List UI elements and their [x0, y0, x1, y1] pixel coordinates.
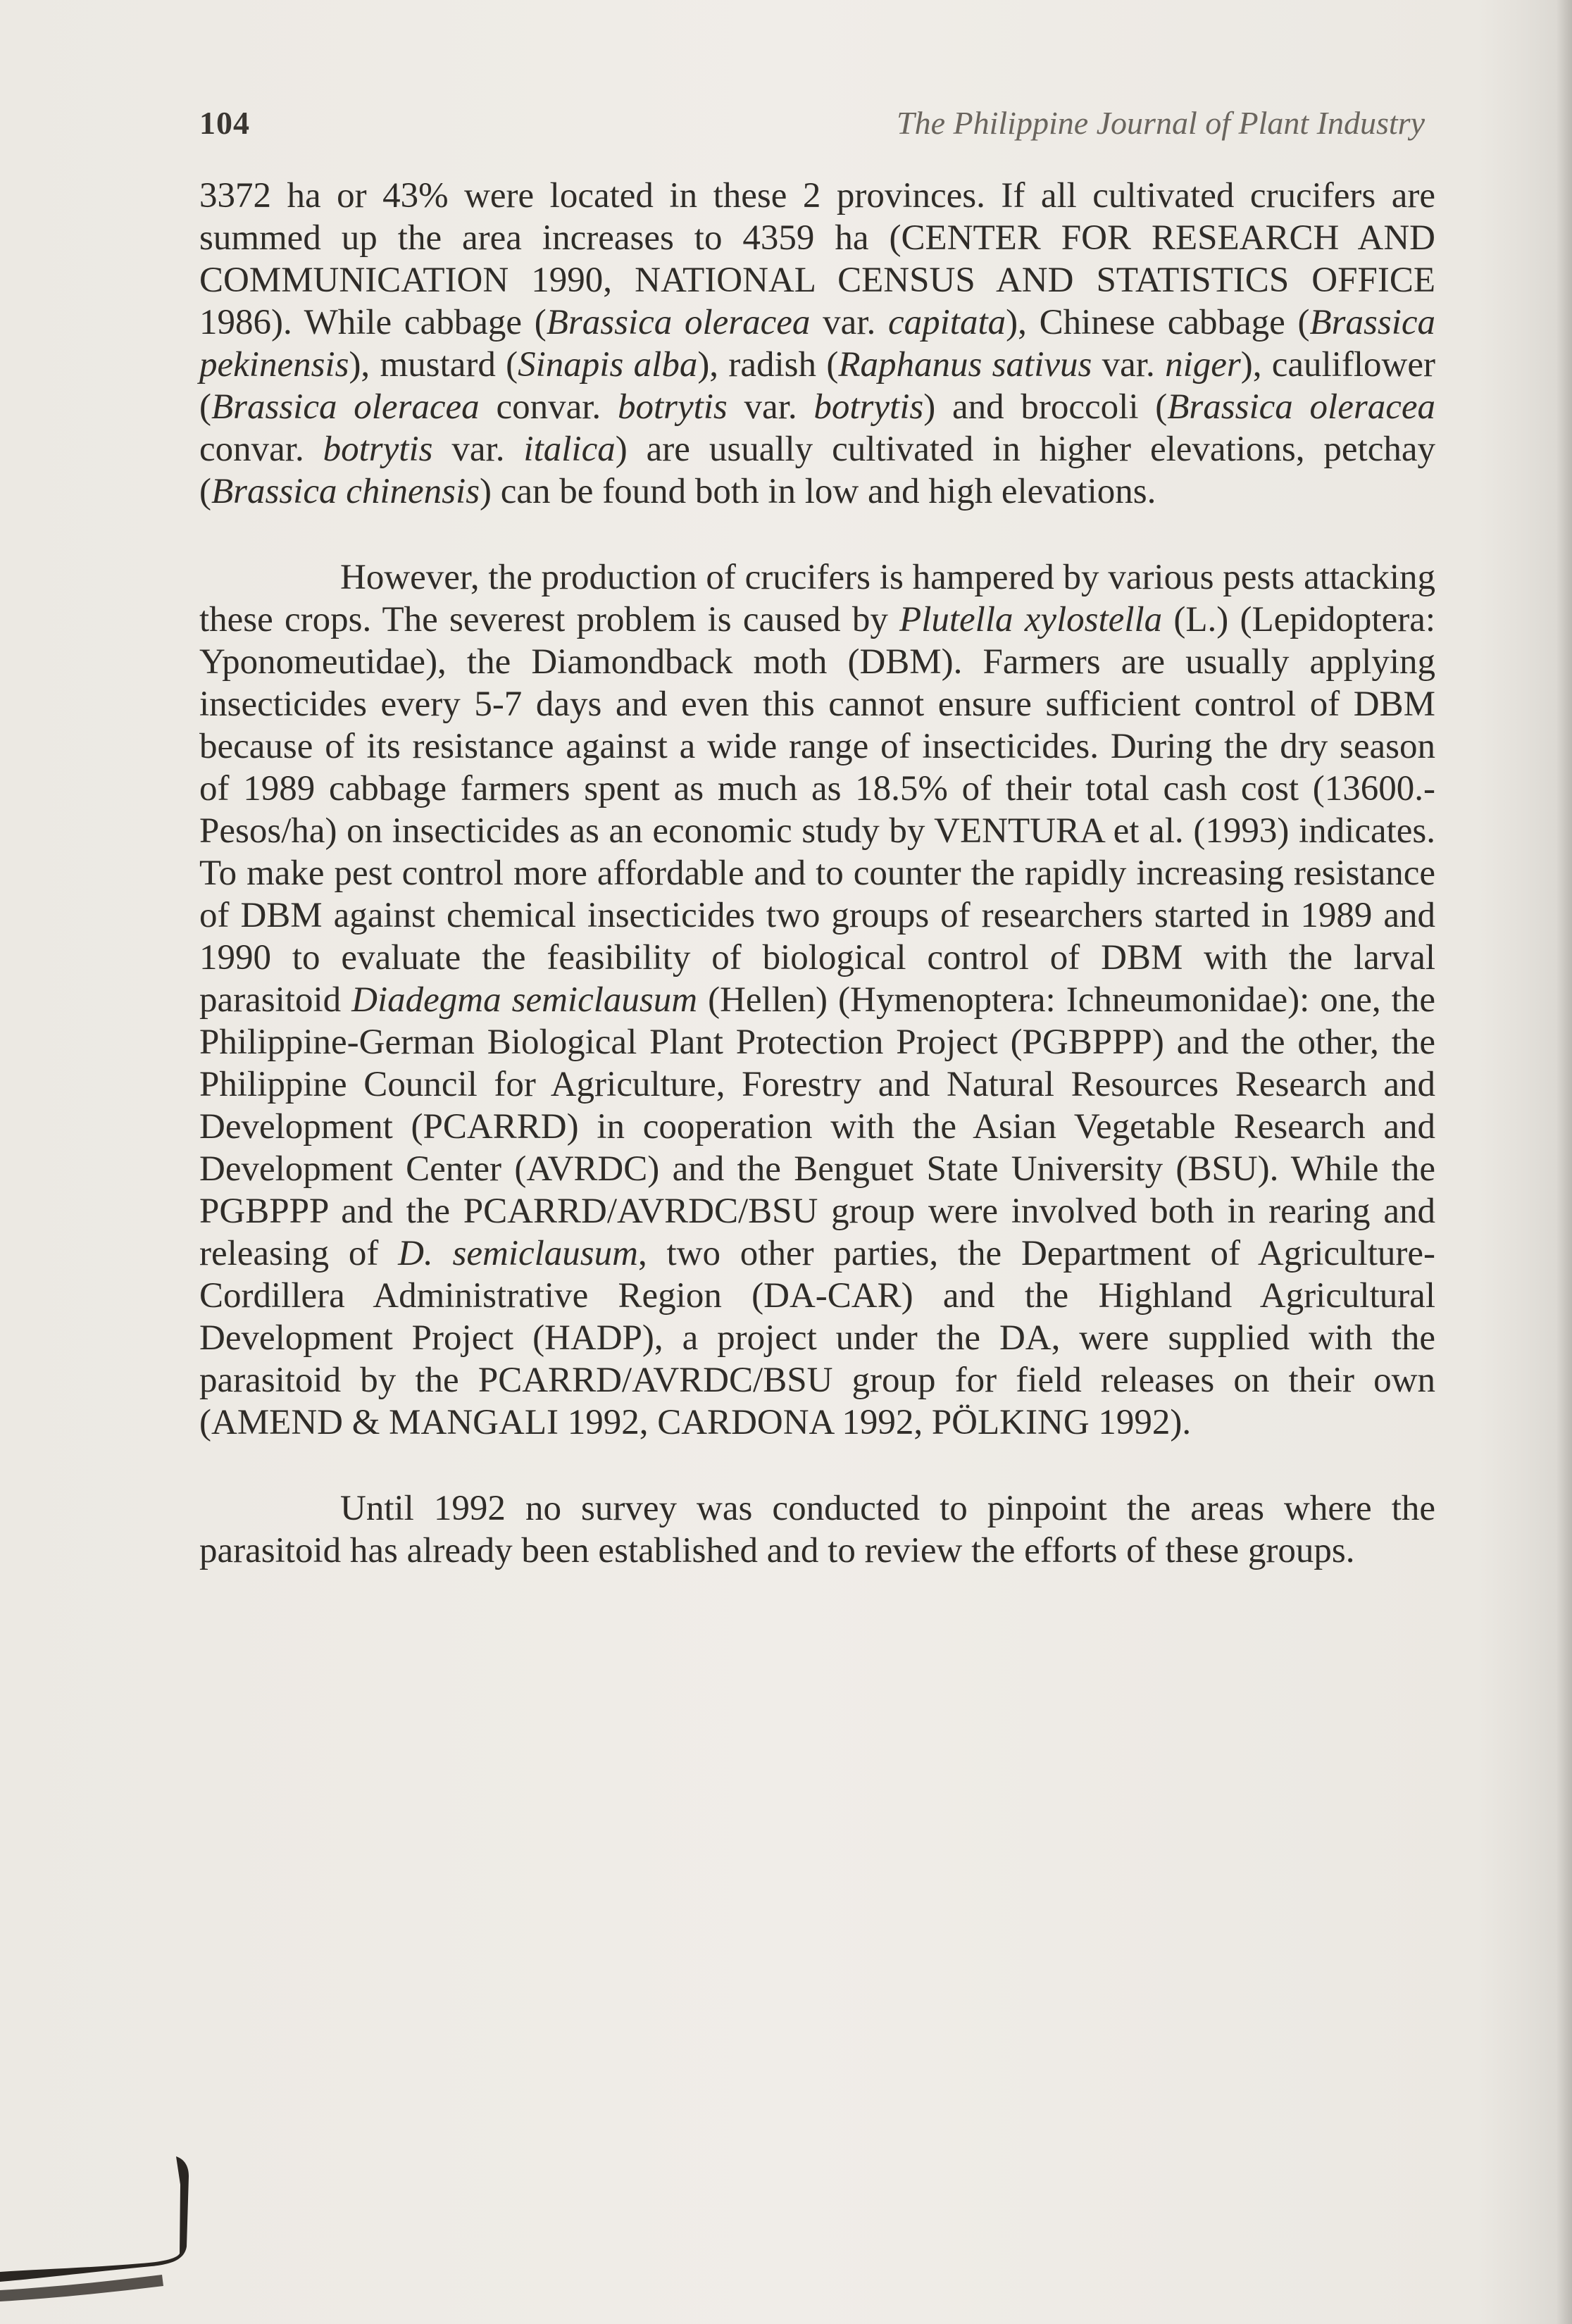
- text-run: ), Chinese cabbage (: [1006, 303, 1310, 342]
- species-name: Plutella xylostella: [899, 600, 1163, 639]
- paragraph-survey: [199, 1487, 1435, 1572]
- text-run: convar.: [199, 430, 323, 469]
- paragraph-crucifer-areas: [199, 175, 1435, 513]
- text-run: var.: [1092, 345, 1166, 385]
- species-name: Brassica chinensis: [211, 472, 480, 511]
- text-run: 3372 ha or 43% were located in these 2 provinces. If all cultivated crucifers are summed up the area increases to 4359 ha (CENTER FOR RESEARCH AND COMMUNICATION 1990, NATIONAL CENSUS AND STATISTICS OFFICE 1986). While cabbage (: [199, 176, 1435, 342]
- text-run: var.: [727, 387, 814, 427]
- species-name: Brassica pekinensis: [199, 303, 1435, 385]
- species-name: Brassica oleracea: [211, 387, 480, 427]
- species-name: botrytis: [617, 387, 728, 427]
- text-run: (L.) (Lepidoptera: Yponomeutidae), the Diamondback moth (DBM). Farmers are usually applying insecticides every 5-7 days and even this cannot ensure sufficient control of DBM because of its resistance against a wide range of insecticides. During the dry season of 1989 cabbage farmers spent as much as 18.5% of their total cash cost (13600.- Pesos/ha) on insecticides as an economic study by VENTURA et al. (1993) indicates. To make pest control more affordable and to counter the rapidly increasing resistance of DBM against chemical insecticides two groups of researchers started in 1989 and 1990 to evaluate the feasibility of biological control of DBM with the larval parasitoid: [199, 600, 1435, 1020]
- page-number: 104: [199, 105, 250, 141]
- text-run: However, the production of crucifers is hampered by various pests attacking these crops. The severest problem is caused by: [199, 558, 1435, 639]
- paragraph-pest-problem: [199, 556, 1435, 1444]
- body-text: [199, 175, 1435, 1616]
- text-run: ), cauliflower (: [199, 345, 1435, 427]
- species-name: Brassica oleracea: [1167, 387, 1435, 427]
- text-run: ), radish (: [697, 345, 839, 385]
- species-name: botrytis: [323, 430, 433, 469]
- text-run: var.: [432, 430, 524, 469]
- species-name: Raphanus sativus: [838, 345, 1092, 385]
- text-run: ), mustard (: [349, 345, 518, 385]
- journal-title: The Philippine Journal of Plant Industry: [897, 105, 1425, 141]
- species-name: Brassica oleracea: [546, 303, 811, 342]
- species-name: niger: [1165, 345, 1241, 385]
- text-run: var.: [810, 303, 888, 342]
- text-run: convar.: [479, 387, 618, 427]
- text-run: (Hellen) (Hymenoptera: Ichneumonidae): one, the Philippine-German Biological Plant Protection Project (PGBPPP) and the other, the Philippine Council for Agriculture, Forestry and Natural Resources Research and Development (PCARRD) in cooperation with the Asian Vegetable Research and Development Center (AVRDC) and the Benguet State University (BSU). While the PGBPPP and the PCARRD/AVRDC/BSU group were involved both in rearing and releasing of: [199, 980, 1435, 1273]
- text-run: ) and broccoli (: [923, 387, 1168, 427]
- text-run: Until 1992 no survey was conducted to pinpoint the areas where the parasitoid has already been established and to review the efforts of these groups.: [199, 1489, 1435, 1570]
- text-run: , two other parties, the Department of Agriculture-Cordillera Administrative Region (DA-CAR) and the Highland Agricultural Development Project (HADP), a project under the DA, were supplied with the parasitoid by the PCARRD/AVRDC/BSU group for field releases on their own (AMEND & MANGALI 1992, CARDONA 1992, PÖLKING 1992).: [199, 1234, 1435, 1442]
- species-name: botrytis: [813, 387, 924, 427]
- scan-corner-mark: [0, 2141, 204, 2324]
- species-name: Sinapis alba: [518, 345, 698, 385]
- text-run: ) can be found both in low and high elevations.: [480, 472, 1156, 511]
- species-name: capitata: [888, 303, 1006, 342]
- page-header: [199, 104, 1425, 154]
- page-edge-shadow: [1557, 0, 1572, 2324]
- species-name: Diadegma semiclausum: [351, 980, 698, 1020]
- species-name: italica: [523, 430, 616, 469]
- species-name: D. semiclausum: [398, 1234, 638, 1273]
- text-run: ) are usually cultivated in higher elevations, petchay (: [199, 430, 1436, 511]
